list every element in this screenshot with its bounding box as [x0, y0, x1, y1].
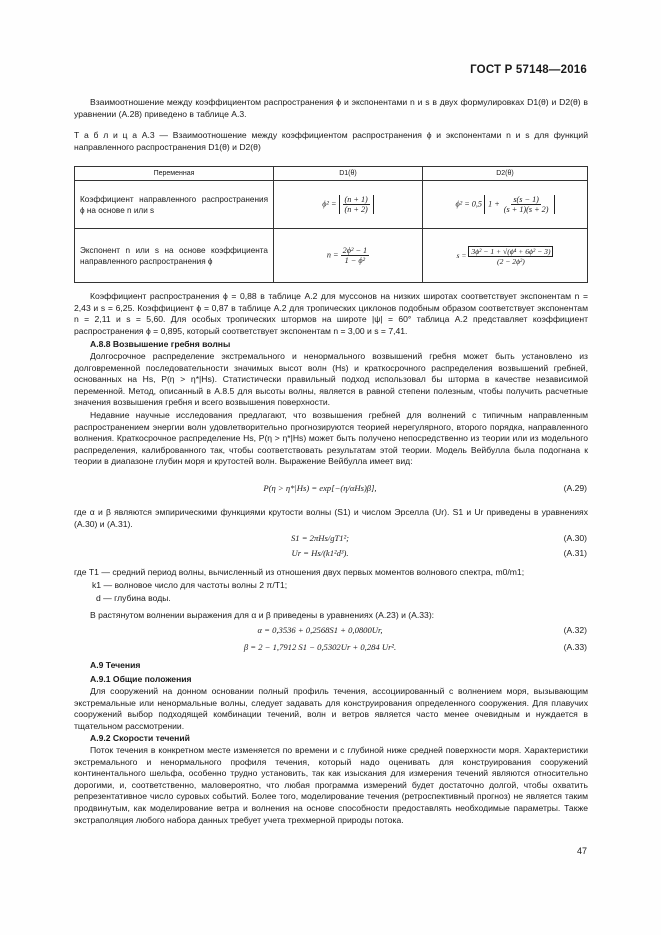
equation-a31: Ur = Hs/(k1²d³).	[291, 548, 349, 558]
formula-text: n =	[326, 250, 339, 260]
intro-paragraph: Взаимоотношение между коэффициентом распространения ϕ и экспонентами n и s в двух формулировках D1(θ) и D2(θ) в уравнении (А.28) приведено в таблице А.3.	[74, 97, 588, 119]
equation-number: (А.32)	[563, 625, 587, 635]
paragraph-crest-distribution: Долгосрочное распределение экстремального и ненормального возвышений гребня может быть установлено из долговременной последовательности значимых высот волн (Hs) и краткосрочного распределения возвышений гребней, основанных на Hs, P(η > η*|Hs). Статистически правильный подход использовал бы шторма в качестве независимой переменной. Метод, описанный в А.8.5 для высоты волны, является в равной степени полезным, чтобы получить расчетные значения возвышения гребня и всего возвышения поверхности.	[74, 351, 588, 408]
formula-cell	[274, 229, 423, 283]
definition-k1: k1 — волновое число для частоты волны 2 π/T1;	[92, 580, 288, 590]
equation-a29: P(η > η*|Hs) = exp[−(η/αHs)β],	[263, 483, 377, 493]
table-header-row	[75, 167, 588, 181]
formula-text: ϕ² = 0,5	[455, 199, 483, 209]
table-caption: Т а б л и ц а А.3 — Взаимоотношение между коэффициентом распространения ϕ и экспонентами n и s для функций направленного распространения D1(θ) и D2(θ)	[74, 130, 588, 152]
equation-number: (А.30)	[563, 533, 587, 543]
formula-text: ϕ² =	[322, 199, 337, 209]
equation-number: (А.33)	[563, 642, 587, 652]
table-header-cell: D1(θ)	[274, 167, 423, 181]
table-row-label: Коэффициент направленного распространения ϕ на основе n или s	[75, 181, 274, 229]
equation-number: (А.31)	[563, 548, 587, 558]
definition-t1: где T1 — средний период волны, вычисленный из отношения двух первых моментов волнового спектра, m0/m1;	[74, 567, 525, 577]
paragraph-research: Недавние научные исследования предлагают, что возвышения гребней для волнений с типичным направленным распространением энергии волн удовлетворительно прогнозируются теорией нерегулярного, второго порядка, направленного волнения. Краткосрочное распределение Hs, P(η > η*|Hs) может быть получено непосредственно из теории или из модельного распределения, калиброванного так, чтобы соответствовать результатам этой теории. Модель Вейбулла была подогнана к теории в диапазоне глубин моря и крутостей волн. Выражение Вейбулла имеет вид:	[74, 410, 588, 467]
formula-numerator: (n + 1)	[344, 195, 368, 204]
formula-fraction	[341, 246, 370, 265]
equation-a33: β = 2 − 1,7912 S1 − 0,5302Ur + 0,284 Ur².	[243, 642, 397, 652]
formula-fraction	[343, 195, 370, 214]
section-heading-a91: А.9.1 Общие положения	[90, 674, 192, 684]
equation-number: (А.29)	[563, 483, 587, 493]
formula-denominator: 1 − ϕ²	[344, 256, 366, 265]
formula-cell	[423, 229, 588, 283]
paragraph-current-speeds: Поток течения в конкретном месте изменяется по времени и с глубиной ниже средней поверхности моря. Характеристики экстремального и ненормального профиля течения, который надо оценивать для конструирования сооружений континентального шельфа, особенно трудно установить, так как изыскания для измерения течений являются относительно дорогими, и, соответственно, маловероятно, что любая программа измерений будет достаточно долгой, чтобы охватить репрезентативное число суровых событий. Более того, моделирование течения (ретроспективный прогноз) не является таким продвинутым, как моделирование ветра и волнения на основе способности предоставлять необходимые параметры. Также экстраполяция любого набора данных требует учета трехмерной природы потока.	[74, 745, 588, 825]
formula-denominator: (n + 2)	[344, 205, 368, 214]
table-header-cell: D2(θ)	[423, 167, 588, 181]
formula-cell	[274, 181, 423, 229]
formula-cell	[423, 181, 588, 229]
table-row	[75, 229, 588, 283]
paragraph-alpha-beta: где α и β являются эмпирическими функциями крутости волны (S1) и числом Эрселла (Ur). S1 и Ur приведены в уравнениях (А.30) и (А.31).	[74, 507, 588, 529]
table-a3	[74, 166, 588, 283]
section-heading-a9: А.9 Течения	[90, 660, 141, 670]
page-number: 47	[576, 846, 587, 856]
paragraph-spread-coefficient: Коэффициент распространения ϕ = 0,88 в таблице А.2 для муссонов на низких широтах соответствует экспонентам n = 2,43 и s = 6,25. Коэффициент ϕ = 0,87 в таблице А.2 для тропических циклонов подобным образом соответствует экспонентам n = 2,11 и s = 5,60. Для особых тропических штормов на широте |ψ| = 60° таблица А.2 представляет коэффициент распространения ϕ = 0,895, который соответствует экспонентам n = 3,00 и s = 7,41.	[74, 291, 588, 336]
table-row	[75, 181, 588, 229]
equation-a30: S1 = 2πHs/gT1²;	[290, 533, 350, 543]
formula-fraction	[468, 246, 553, 266]
formula-text: s =	[456, 250, 467, 260]
document-header: ГОСТ Р 57148—2016	[470, 64, 587, 76]
formula-denominator: (s + 1)(s + 2)	[503, 205, 549, 214]
paragraph-stretched-waves: В растянутом волнении выражения для α и β приведены в уравнениях (А.23) и (А.33):	[90, 610, 435, 620]
section-heading-a88: А.8.8 Возвышение гребня волны	[90, 339, 231, 349]
formula-bracket	[484, 195, 554, 214]
formula-text: 1 +	[488, 199, 500, 209]
formula-numerator: 2ϕ² − 1	[342, 246, 368, 255]
formula-numerator: s(s − 1)	[513, 195, 539, 204]
paragraph-general: Для сооружений на донном основании полный профиль течения, ассоциированный с волнением моря, вызывающим экстремальные или ненормальные волны, следует задавать для конструирования определенного сооружения. Для плавучих сооружений выбор подходящей комбинации течений, волн и ветров является часто менее очевидным и нуждается в тщательном рассмотрении.	[74, 686, 588, 731]
table-header-cell: Переменная	[75, 167, 274, 181]
definition-d: d — глубина воды.	[96, 593, 171, 603]
formula-denominator: (2 − 2ϕ²)	[497, 256, 525, 266]
formula-numerator: 3ϕ² − 1 + √(ϕ⁴ + 6ϕ² − 3)	[468, 246, 553, 257]
equation-a32: α = 0,3536 + 0,2568S1 + 0,0800Ur,	[257, 625, 383, 635]
section-heading-a92: А.9.2 Скорости течений	[90, 733, 190, 743]
formula-bracket	[339, 195, 374, 214]
table-row-label: Экспонент n или s на основе коэффициента направленного распространения ϕ	[75, 229, 274, 283]
formula-fraction	[502, 195, 551, 214]
